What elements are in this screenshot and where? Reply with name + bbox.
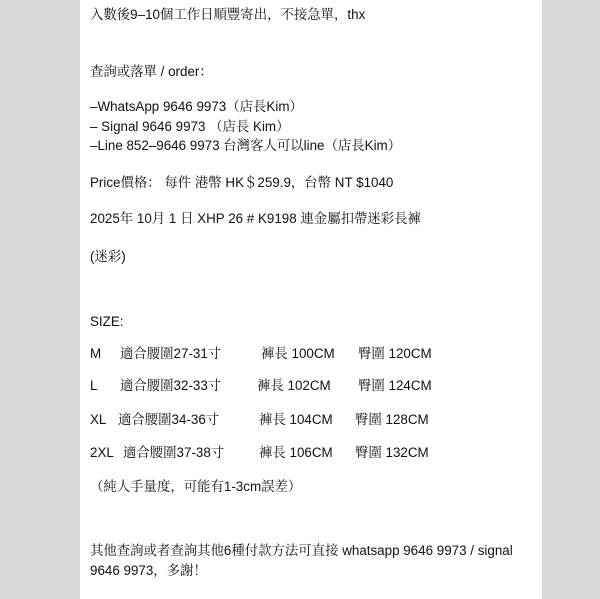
contact-signal: – Signal 9646 9973 （店長 Kim） <box>90 119 290 134</box>
contact-whatsapp: –WhatsApp 9646 9973（店長Kim） <box>90 99 303 114</box>
size-length: 褲長 106CM <box>259 445 333 460</box>
product-description-document <box>80 0 542 599</box>
size-hip: 臀圍 132CM <box>355 445 429 460</box>
size-waist: 適合腰圍37-38寸 <box>123 445 225 460</box>
size-code: XL <box>90 412 107 427</box>
size-code: 2XL <box>90 445 114 460</box>
measurement-note: （純人手量度，可能有1-3cm誤差） <box>90 479 302 494</box>
size-length: 褲長 102CM <box>257 378 331 393</box>
right-margin <box>542 0 600 599</box>
size-code: L <box>90 378 98 393</box>
size-hip: 臀圍 124CM <box>358 378 432 393</box>
contact-line: –Line 852–9646 9973 台灣客人可以line（店長Kim） <box>90 138 402 153</box>
size-length: 褲長 104CM <box>259 412 333 427</box>
size-hip: 臀圍 120CM <box>358 346 432 361</box>
size-waist: 適合腰圍27-31寸 <box>120 346 222 361</box>
footer-line-2: 9646 9973，多謝！ <box>90 563 207 578</box>
order-heading: 查詢或落單 / order： <box>90 64 213 79</box>
product-title: 2025年 10月 1 日 XHP 26 # K9198 連金屬扣帶迷彩長褲 <box>90 211 421 226</box>
size-heading: SIZE: <box>90 314 124 329</box>
size-code: M <box>90 346 102 361</box>
size-length: 褲長 100CM <box>261 346 335 361</box>
left-margin <box>0 0 80 599</box>
size-hip: 臀圍 128CM <box>355 412 429 427</box>
size-waist: 適合腰圍34-36寸 <box>118 412 220 427</box>
size-waist: 適合腰圍32-33寸 <box>120 378 222 393</box>
shipping-note: 入數後9–10個工作日順豐寄出，不接急單，thx <box>90 7 366 22</box>
footer-line-1: 其他查詢或者查詢其他6種付款方法可直接 whatsapp 9646 9973 / signal <box>90 543 513 558</box>
color-label: (迷彩) <box>90 249 126 264</box>
price-text: Price價格： 每件 港幣 HK＄259.9，台幣 NT $1040 <box>90 175 394 190</box>
